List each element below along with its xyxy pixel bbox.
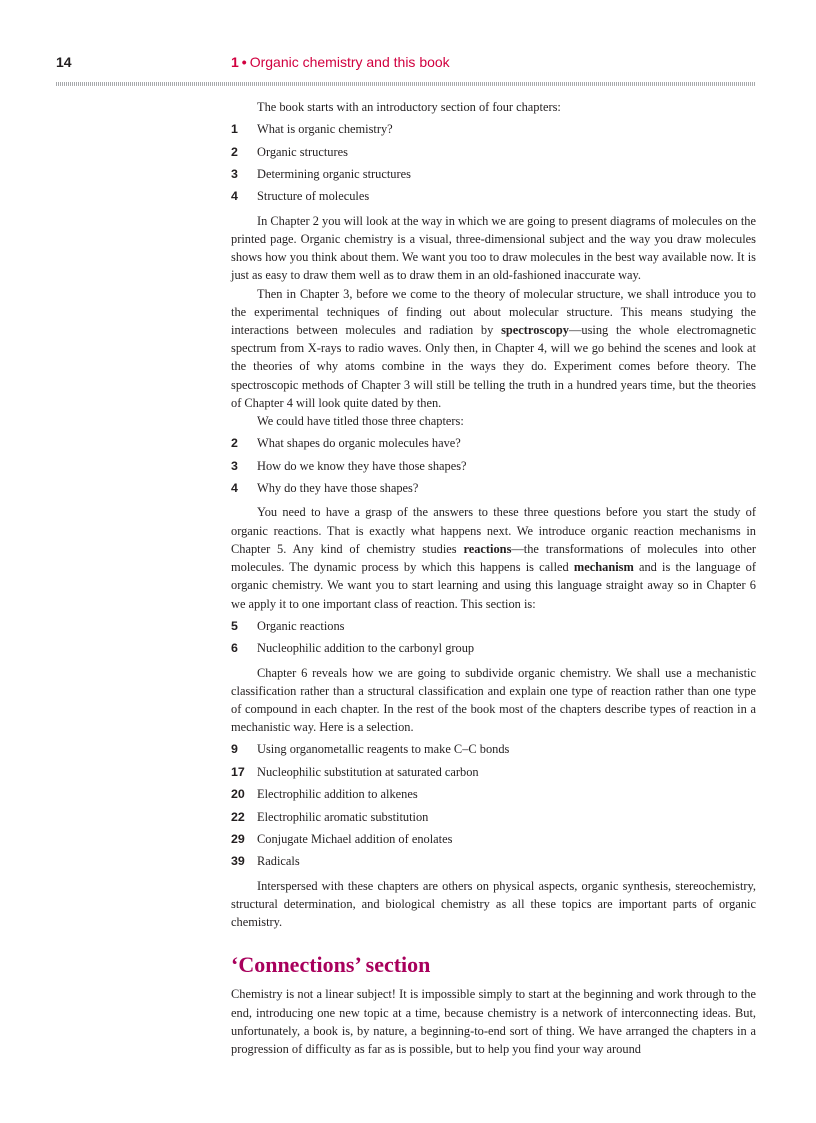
list-item bbox=[231, 432, 756, 454]
text-span: —using the whole electromagnetic spectrum from X-rays to radio waves. Only then, in Chapter 4, will we go behind the scenes and look at the theories of why atoms combine in the ways they do. Experiment comes before theory. The spectroscopic methods of Chapter 3 will still be telling the truth in a hundred years time, but the theories of Chapter 4 will look quite dated by then. bbox=[231, 323, 756, 410]
text-span: Then in Chapter 3, before we come to the theory of molecular structure, we shall introduce you to the experimental techniques of finding out about molecular structure. This means studying the interactions between molecules and radiation by bbox=[231, 286, 756, 338]
page-number: 14 bbox=[56, 54, 72, 70]
list-number: 2 bbox=[231, 436, 238, 451]
paragraph-intro: The book starts with an introductory section of four chapters: bbox=[257, 100, 561, 114]
list-number: 3 bbox=[231, 458, 238, 473]
paragraph-spectroscopy bbox=[231, 285, 756, 412]
list-number: 22 bbox=[231, 809, 245, 824]
list-text: Determining organic structures bbox=[257, 167, 411, 182]
list-number: 3 bbox=[231, 167, 238, 182]
chapter-title: Organic chemistry and this book bbox=[249, 54, 450, 70]
list-item bbox=[231, 761, 756, 783]
text-span: You need to have a grasp of the answers to these three questions before you start the study of organic reactions. That is exactly what happens next. We introduce organic reaction mechanisms in Chapter 5. Any kind of chemistry studies bbox=[231, 505, 756, 556]
list-text: Electrophilic aromatic substitution bbox=[257, 809, 429, 824]
list-item bbox=[231, 783, 756, 805]
list-number: 4 bbox=[231, 189, 238, 204]
list-item bbox=[231, 828, 756, 850]
term-reactions: reactions bbox=[463, 541, 512, 556]
list-number: 20 bbox=[231, 787, 245, 802]
list-item bbox=[231, 455, 756, 477]
list-text: Nucleophilic addition to the carbonyl group bbox=[257, 641, 475, 656]
list-text: What shapes do organic molecules have? bbox=[257, 436, 461, 451]
list-item bbox=[231, 637, 756, 659]
chapter-number: 1 bbox=[231, 54, 239, 70]
body-text bbox=[231, 98, 756, 1058]
separator: • bbox=[241, 54, 247, 70]
text-span: and is the language of organic chemistry. We want you to start learning and using this language straight away so in Chapter 6 we apply it to one important class of reaction. This section is: bbox=[231, 560, 756, 611]
list-number: 2 bbox=[231, 144, 238, 159]
list-item bbox=[231, 806, 756, 828]
running-head bbox=[231, 54, 450, 70]
list-number: 17 bbox=[231, 764, 245, 779]
list-text: Using organometallic reagents to make C–C bonds bbox=[257, 742, 510, 757]
paragraph: In Chapter 2 you will look at the way in which we are going to present diagrams of molecules on the printed page. Organic chemistry is a visual, three-dimensional subject and the way you draw molecules shows how you think about them. We want you too to draw molecules in the best way available now. It is just as easy to draw them well as to draw them in an old-fashioned inaccurate way. bbox=[231, 213, 756, 283]
page-header bbox=[0, 54, 816, 74]
list-number: 9 bbox=[231, 742, 238, 757]
list-text: How do we know they have those shapes? bbox=[257, 458, 467, 473]
list-number: 29 bbox=[231, 831, 245, 846]
header-rule bbox=[56, 82, 756, 86]
paragraph-mechanism bbox=[231, 503, 756, 612]
list-text: Radicals bbox=[257, 854, 300, 869]
list-text: Organic reactions bbox=[257, 618, 345, 633]
chapter-list-intro bbox=[231, 118, 756, 208]
list-number: 4 bbox=[231, 481, 238, 496]
paragraph: Interspersed with these chapters are others on physical aspects, organic synthesis, stereochemistry, structural determination, and biological chemistry as all these topics are important parts of organic chemistry. bbox=[231, 878, 756, 930]
list-number: 39 bbox=[231, 854, 245, 869]
list-item bbox=[231, 163, 756, 185]
list-item bbox=[231, 615, 756, 637]
list-text: Organic structures bbox=[257, 144, 348, 159]
list-item bbox=[231, 738, 756, 760]
list-text: Electrophilic addition to alkenes bbox=[257, 787, 418, 802]
list-item bbox=[231, 477, 756, 499]
section-list bbox=[231, 615, 756, 660]
list-number: 1 bbox=[231, 122, 238, 137]
question-list bbox=[231, 432, 756, 499]
list-text: What is organic chemistry? bbox=[257, 122, 393, 137]
list-number: 6 bbox=[231, 641, 238, 656]
paragraph: We could have titled those three chapters: bbox=[257, 414, 464, 429]
section-heading: ‘Connections’ section bbox=[231, 952, 431, 978]
list-text: Why do they have those shapes? bbox=[257, 481, 419, 496]
text-span: —the transformations of molecules into other molecules. The dynamic process by which this happens is called bbox=[231, 541, 757, 575]
list-item bbox=[231, 185, 756, 207]
selection-list bbox=[231, 738, 756, 872]
term-mechanism: mechanism bbox=[573, 560, 634, 575]
list-text: Conjugate Michael addition of enolates bbox=[257, 831, 453, 846]
term-spectroscopy: spectroscopy bbox=[501, 323, 569, 338]
paragraph: Chapter 6 reveals how we are going to subdivide organic chemistry. We shall use a mechanistic classification rather than a structural classification and explain one type of reaction rather than one type of compound in each chapter. In the rest of the book most of the chapters describe types of reaction in a mechanistic way. Here is a selection. bbox=[231, 665, 756, 735]
list-text: Structure of molecules bbox=[257, 189, 370, 204]
list-text: Nucleophilic substitution at saturated carbon bbox=[257, 764, 479, 779]
list-item bbox=[231, 118, 756, 140]
list-number: 5 bbox=[231, 618, 238, 633]
paragraph: Chemistry is not a linear subject! It is impossible simply to start at the beginning and work through to the end, introducing one new topic at a time, because chemistry is a network of interconnecting ideas. But, unfortunately, a book is, by nature, a beginning-to-end sort of thing. We have arranged the chapters in a progression of difficulty as far as is possible, but to help you find your way around bbox=[231, 987, 756, 1056]
list-item bbox=[231, 141, 756, 163]
list-item bbox=[231, 850, 756, 872]
